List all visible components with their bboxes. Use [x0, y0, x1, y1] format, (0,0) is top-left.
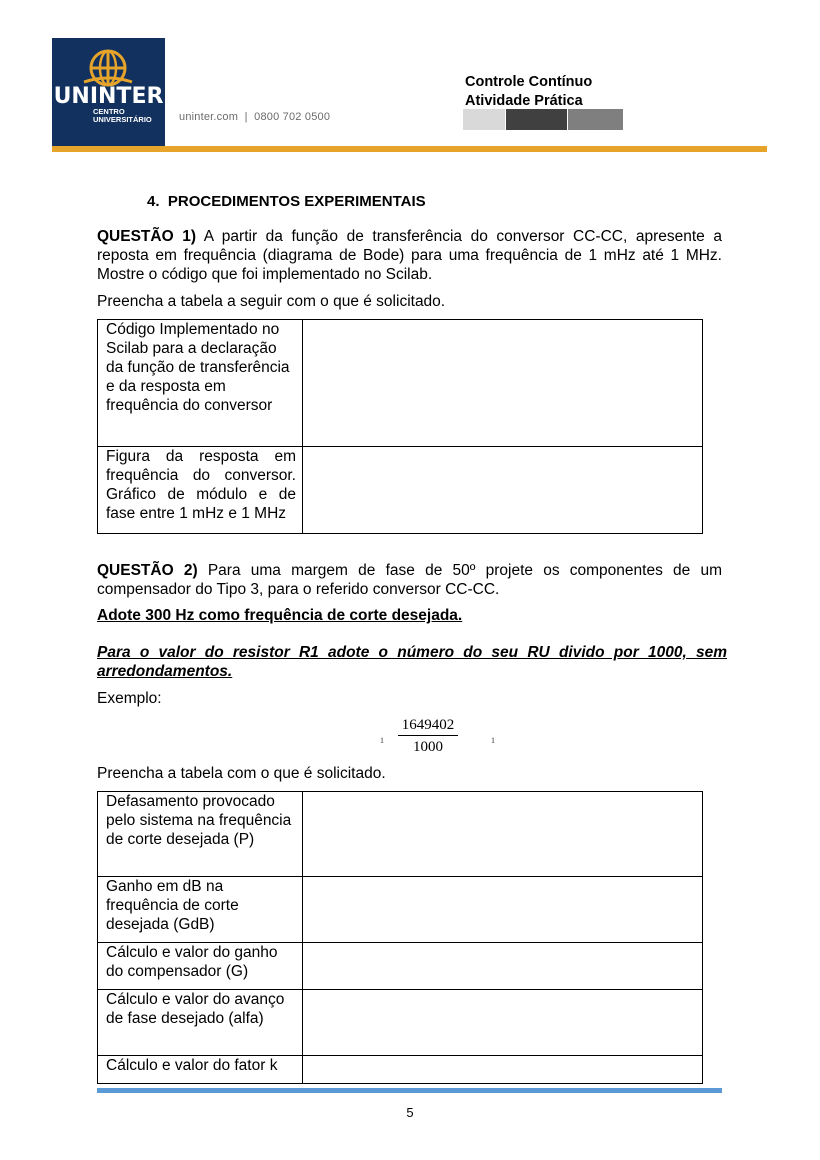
row-label: Código Implementado no Scilab para a declaração da função de transferência e da resposta em frequência do conversor — [98, 320, 303, 447]
question-1-text: A partir da função de transferência do conversor CC-CC, apresente a reposta em frequência (diagrama de Bode) para uma frequência de 1 mHz até 1 MHz. Mostre o código que foi implementado no Scilab. — [97, 228, 722, 283]
answer-cell[interactable] — [303, 320, 703, 447]
fraction-numerator: 1649402 — [401, 717, 455, 733]
row-label: Figura da resposta em frequência do conversor. Gráfico de módulo e de fase entre 1 mHz e 1 MHz — [98, 447, 303, 534]
course-activity: Atividade Prática — [465, 93, 583, 109]
question-2-text: Para uma margem de fase de 50º projete os componentes de um compensador do Tipo 3, para o referido conversor CC-CC. — [97, 562, 722, 598]
answer-cell[interactable] — [303, 1056, 703, 1084]
answer-cell[interactable] — [303, 943, 703, 990]
fill-instruction: Preencha a tabela a seguir com o que é solicitado. — [97, 293, 446, 310]
table-row — [98, 792, 703, 877]
question-2-label: QUESTÃO 2) — [97, 562, 198, 579]
answer-cell[interactable] — [303, 792, 703, 877]
example-mark: 1 — [380, 736, 384, 745]
question-1-label: QUESTÃO 1) — [97, 228, 197, 245]
course-title — [465, 73, 592, 111]
row-label: Cálculo e valor do ganho do compensador (G) — [98, 943, 303, 990]
logo-wordmark: UNINTER — [53, 84, 164, 109]
fill-instruction: Preencha a tabela com o que é solicitado. — [97, 765, 386, 782]
question-1 — [97, 227, 722, 284]
table-row — [98, 877, 703, 943]
course-name: Controle Contínuo — [465, 74, 593, 90]
site-contact: uninter.com | 0800 702 0500 — [179, 111, 331, 123]
fraction-denominator: 1000 — [413, 739, 443, 755]
answer-cell[interactable] — [303, 990, 703, 1056]
row-label: Cálculo e valor do fator k — [98, 1056, 303, 1084]
fraction-bar — [398, 735, 458, 736]
uninter-logo — [52, 38, 165, 150]
page-number: 5 — [406, 1105, 414, 1120]
header-divider — [52, 146, 767, 152]
row-label: Cálculo e valor do avanço de fase desejado (alfa) — [98, 990, 303, 1056]
table-row — [98, 990, 703, 1056]
table-row — [98, 1056, 703, 1084]
table-row — [98, 943, 703, 990]
table-row — [98, 447, 703, 534]
answer-cell[interactable] — [303, 447, 703, 534]
cutoff-frequency-note: Adote 300 Hz como frequência de corte desejada. — [97, 607, 463, 624]
question-2 — [97, 561, 722, 599]
logo-subtitle: CENTRO UNIVERSITÁRIO — [93, 107, 152, 124]
header-gray-block — [506, 109, 567, 130]
answer-table-2 — [97, 791, 703, 1084]
footer-divider — [97, 1088, 722, 1093]
header-gray-block — [568, 109, 623, 130]
header-gray-block — [463, 109, 505, 130]
example-fraction — [398, 716, 458, 756]
row-label: Defasamento provocado pelo sistema na frequência de corte desejada (P) — [98, 792, 303, 877]
resistor-note: Para o valor do resistor R1 adote o número do seu RU divido por 1000, sem arredondamentos. — [97, 644, 727, 680]
answer-cell[interactable] — [303, 877, 703, 943]
example-mark: 1 — [491, 736, 495, 745]
table-row — [98, 320, 703, 447]
answer-table-1 — [97, 319, 703, 534]
section-heading: 4. PROCEDIMENTOS EXPERIMENTAIS — [147, 193, 426, 210]
row-label: Ganho em dB na frequência de corte desejada (GdB) — [98, 877, 303, 943]
example-label: Exemplo: — [97, 690, 162, 707]
